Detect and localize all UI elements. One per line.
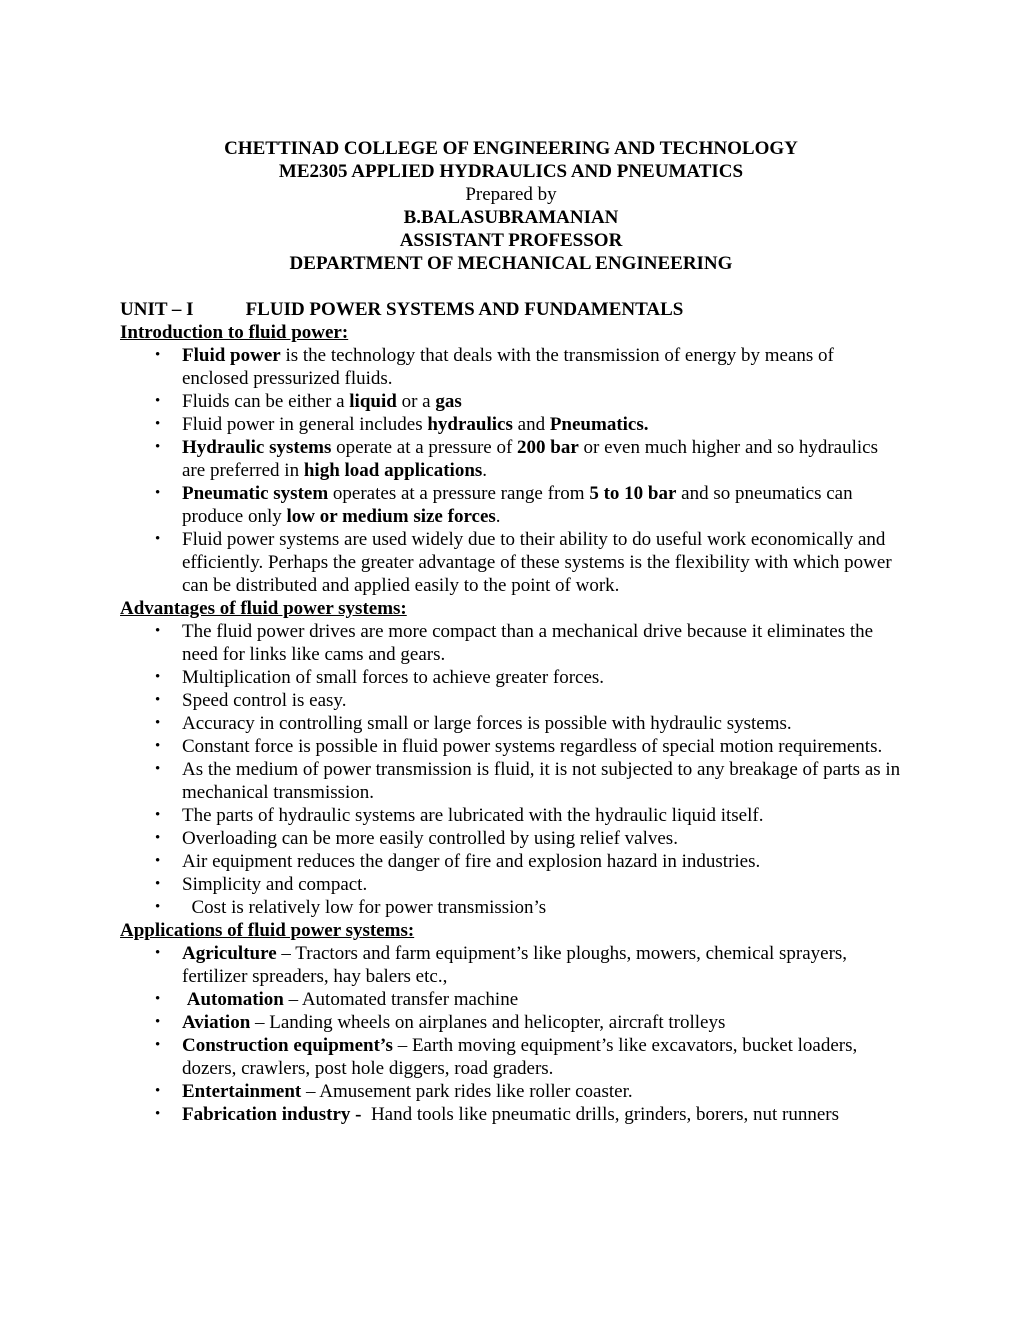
bullet-item [155, 1103, 902, 1126]
bullet-item [155, 758, 905, 804]
bullet-text [182, 758, 905, 804]
bold-text: Automation [186, 989, 284, 1010]
plain-text: Multiplication of small forces to achieve greater forces. [182, 667, 605, 688]
bullet-text [182, 436, 902, 482]
bold-text: Hydraulic systems [182, 437, 332, 458]
bullet-icon: • [155, 853, 161, 869]
bullet-icon: • [155, 669, 161, 685]
plain-text: Hand tools like pneumatic drills, grinders, borers, nut runners [361, 1104, 839, 1125]
bold-text: 5 to 10 bar [589, 483, 677, 504]
bullet-text [182, 413, 902, 436]
bullet-icon: • [155, 1037, 161, 1053]
bullet-item [155, 436, 902, 482]
bullet-text [182, 1034, 902, 1080]
plain-text: or even much higher and so hydraulics are preferred in [182, 437, 883, 481]
bold-text: 200 bar [517, 437, 579, 458]
bullet-icon: • [155, 1106, 161, 1122]
plain-text: operates at a pressure range from [328, 483, 590, 504]
plain-text: The parts of hydraulic systems are lubricated with the hydraulic liquid itself. [182, 805, 764, 826]
bullet-text [182, 528, 902, 597]
bullet-item [155, 528, 902, 597]
bullet-text [182, 1011, 902, 1034]
unit-number: UNIT – I [120, 299, 194, 320]
section-heading: Applications of fluid power systems: [120, 920, 415, 941]
bullet-icon: • [155, 1083, 161, 1099]
bold-text: low or medium size forces [286, 506, 496, 527]
plain-text: or a [396, 391, 436, 412]
bullet-text [182, 1080, 902, 1103]
bullet-item [155, 827, 902, 850]
plain-text: – Earth moving equipment’s like excavators, bucket loaders, dozers, crawlers, post hole diggers, road graders. [182, 1035, 863, 1079]
header-line: Prepared by [465, 184, 557, 205]
plain-text: and [512, 414, 550, 435]
bold-text: gas [435, 391, 462, 412]
bold-text: Aviation [182, 1012, 251, 1033]
bullet-text [182, 482, 902, 528]
plain-text: Fluid power in general includes [182, 414, 428, 435]
plain-text: . [482, 460, 488, 481]
bullet-item [155, 689, 902, 712]
bullet-icon: • [155, 945, 161, 961]
bold-text: hydraulics [427, 414, 513, 435]
plain-text: and so pneumatics can produce only [182, 483, 858, 527]
blank-line [120, 275, 902, 298]
bullet-text [182, 666, 902, 689]
bullet-item [155, 942, 902, 988]
bullet-text [182, 620, 902, 666]
bold-text: Entertainment [182, 1081, 302, 1102]
bullet-icon: • [155, 715, 161, 731]
bullet-icon: • [155, 485, 161, 501]
unit-title: FLUID POWER SYSTEMS AND FUNDAMENTALS [245, 299, 684, 320]
header-line: ASSISTANT PROFESSOR [399, 230, 623, 251]
plain-text: – Amusement park rides like roller coaster. [301, 1081, 633, 1102]
plain-text: As the medium of power transmission is fluid, it is not subjected to any breakage of parts as in mechanical transmission. [182, 759, 905, 803]
plain-text: is the technology that deals with the transmission of energy by means of enclosed pressurized fluids. [182, 345, 839, 389]
plain-text: – Tractors and farm equipment’s like ploughs, mowers, chemical sprayers, fertilizer spreaders, hay balers etc., [182, 943, 852, 987]
plain-text: Constant force is possible in fluid power systems regardless of special motion requirements. [182, 736, 883, 757]
bullet-item [155, 344, 902, 390]
bold-text: Fluid power [182, 345, 281, 366]
bold-text: Agriculture [182, 943, 277, 964]
bullet-text [182, 390, 902, 413]
bullet-item [155, 620, 902, 666]
bold-text: high load applications [303, 460, 483, 481]
plain-text: Simplicity and compact. [182, 874, 368, 895]
bullet-icon: • [155, 347, 161, 363]
bullet-icon: • [155, 761, 161, 777]
bold-text: liquid [349, 391, 397, 412]
header-line: CHETTINAD COLLEGE OF ENGINEERING AND TECHNOLOGY [224, 138, 798, 159]
bullet-text [182, 1103, 902, 1126]
bullet-text [182, 689, 902, 712]
section-heading: Introduction to fluid power: [120, 322, 349, 343]
bullet-item [155, 482, 902, 528]
plain-text: Overloading can be more easily controlled by using relief valves. [182, 828, 678, 849]
bullet-item [155, 390, 902, 413]
bullet-text [182, 344, 902, 390]
bullet-item [155, 804, 902, 827]
bullet-text [182, 942, 902, 988]
plain-text: . [495, 506, 501, 527]
bullet-text [182, 873, 902, 896]
bullet-item [155, 1034, 902, 1080]
bullet-item [155, 1011, 902, 1034]
plain-text: Cost is relatively low for power transmission’s [182, 897, 547, 918]
bullet-icon: • [155, 899, 161, 915]
unit-heading [120, 298, 902, 321]
bullet-item [155, 712, 902, 735]
bullet-icon: • [155, 692, 161, 708]
bullet-icon: • [155, 1014, 161, 1030]
plain-text: – Landing wheels on airplanes and helicopter, aircraft trolleys [250, 1012, 726, 1033]
bullet-item [155, 666, 902, 689]
bold-text: Construction equipment’s [182, 1035, 393, 1056]
bullet-icon: • [155, 531, 161, 547]
bullet-item [155, 735, 902, 758]
bold-text: Fabrication industry - [182, 1104, 362, 1125]
bullet-icon: • [155, 393, 161, 409]
bullet-icon: • [155, 830, 161, 846]
bullet-icon: • [155, 738, 161, 754]
bullet-text [182, 896, 902, 919]
header-line: ME2305 APPLIED HYDRAULICS AND PNEUMATICS [278, 161, 744, 182]
bullet-icon: • [155, 991, 161, 1007]
bullet-item [155, 1080, 902, 1103]
plain-text: Speed control is easy. [182, 690, 347, 711]
bullet-item [155, 413, 902, 436]
bullet-text [182, 988, 902, 1011]
bullet-item [155, 873, 902, 896]
header-line: B.BALASUBRAMANIAN [403, 207, 619, 228]
plain-text: Accuracy in controlling small or large forces is possible with hydraulic systems. [182, 713, 792, 734]
plain-text: Air equipment reduces the danger of fire and explosion hazard in industries. [182, 851, 761, 872]
bullet-text [182, 735, 902, 758]
bullet-icon: • [155, 807, 161, 823]
plain-text: Fluid power systems are used widely due to their ability to do useful work economically and efficiently. Perhaps the greater advantage of these systems is the flexibility with which power can be distributed and applied easily to the point of work. [182, 529, 897, 596]
bullet-icon: • [155, 416, 161, 432]
bold-text: Pneumatic system [182, 483, 329, 504]
bullet-icon: • [155, 439, 161, 455]
bullet-text [182, 850, 902, 873]
bullet-item [155, 896, 902, 919]
section-heading: Advantages of fluid power systems: [120, 598, 407, 619]
bold-text: Pneumatics. [549, 414, 649, 435]
plain-text: The fluid power drives are more compact than a mechanical drive because it eliminates the need for links like cams and gears. [182, 621, 878, 665]
plain-text: operate at a pressure of [331, 437, 518, 458]
bullet-icon: • [155, 876, 161, 892]
bullet-text [182, 804, 902, 827]
header-line: DEPARTMENT OF MECHANICAL ENGINEERING [289, 253, 733, 274]
bullet-text [182, 827, 902, 850]
plain-text: – Automated transfer machine [283, 989, 519, 1010]
bullet-icon: • [155, 623, 161, 639]
bullet-item [155, 850, 902, 873]
plain-text: Fluids can be either a [182, 391, 350, 412]
bullet-item [155, 988, 902, 1011]
bullet-text [182, 712, 902, 735]
document-content [120, 137, 905, 1126]
